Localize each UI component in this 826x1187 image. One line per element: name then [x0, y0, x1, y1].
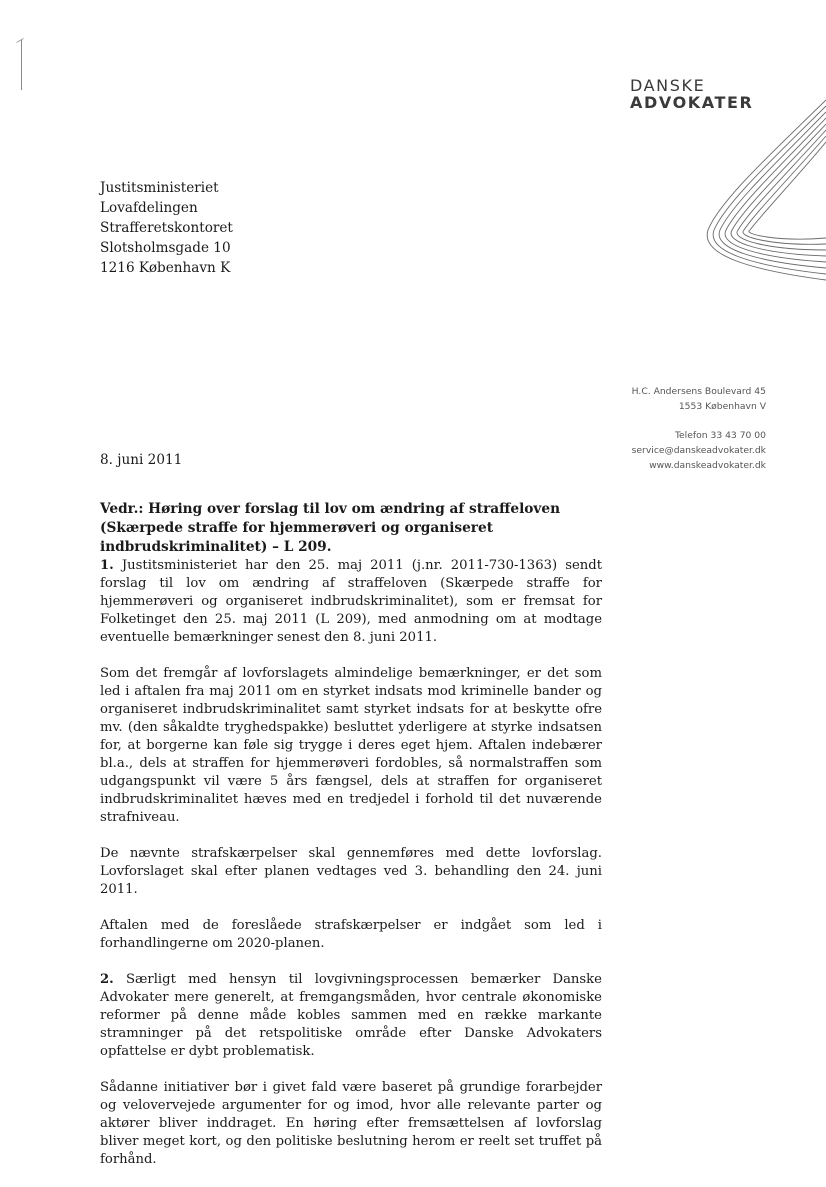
paragraph-text: Særligt med hensyn til lovgivningsprocessen bemærker Danske Advokater mere generelt, at fremgangsmåden, hvor centrale økonomiske reformer på denne måde kobles sammen med en række markante stramninger på det retspolitiske område efter Danske Advokaters opfattelse er dybt problematisk.	[100, 972, 602, 1059]
letter-date: 8. juni 2011	[100, 452, 183, 468]
scan-margin-line	[21, 40, 22, 90]
recipient-address	[100, 178, 233, 278]
logo-swoosh-graphic	[680, 80, 826, 300]
sender-contact-block	[632, 384, 766, 473]
logo-line-2: ADVOKATER	[630, 92, 754, 112]
paragraph-number: 1.	[100, 558, 114, 573]
recipient-line: Lovafdelingen	[100, 200, 198, 216]
paragraph-text: De nævnte strafskærpelser skal gennemføres med dette lovforslag. Lovforslaget skal efter planen vedtages ved 3. behandling den 24. juni 2011.	[100, 846, 602, 897]
logo-line-1: DANSKE	[630, 76, 706, 95]
recipient-line: Strafferetskontoret	[100, 220, 233, 236]
sender-phone: Telefon 33 43 70 00	[674, 430, 766, 441]
sender-website: www.danskeadvokater.dk	[649, 460, 766, 471]
paragraph-text: Aftalen med de foreslåede strafskærpelser er indgået som led i forhandlingerne om 2020-planen.	[100, 918, 602, 951]
body-paragraph	[100, 557, 602, 647]
scan-margin-mark	[16, 38, 23, 43]
paragraph-text: Som det fremgår af lovforslagets almindelige bemærkninger, er det som led i aftalen fra maj 2011 om en styrket indsats mod kriminelle bander og organiseret indbrudskriminalitet samt styrket indsats for at beskytte ofre mv. (den såkaldte tryghedspakke) besluttet yderligere at styrke indsatsen for, at borgerne kan føle sig trygge i deres eget hjem. Aftalen indebærer bl.a., dels at straffen for hjemmerøveri fordobles, så normalstraffen som udgangspunkt vil være 5 års fængsel, dels at straffen for organiseret indbrudskriminalitet hæves med en tredjedel i forhold til det nuværende strafniveau.	[100, 666, 602, 825]
letter-subject: Vedr.: Høring over forslag til lov om ændring af straffeloven (Skærpede straffe for hjemmerøveri og organiseret indbrudskriminalitet) – L 209.	[100, 501, 561, 555]
recipient-line: Justitsministeriet	[100, 180, 219, 196]
letter-body	[100, 557, 602, 1187]
sender-email: service@danskeadvokater.dk	[631, 445, 766, 456]
body-paragraph	[100, 1079, 602, 1169]
body-paragraph	[100, 917, 602, 953]
sender-address-line-2: 1553 København V	[678, 401, 766, 412]
body-paragraph	[100, 971, 602, 1061]
paragraph-text: Sådanne initiativer bør i givet fald være baseret på grundige forarbejder og velovervejede argumenter for og imod, hvor alle relevante parter og aktører bliver inddraget. En høring efter fremsættelsen af lovforslag bliver meget kort, og den politiske beslutning herom er reelt set truffet på forhånd.	[100, 1080, 602, 1167]
sender-address-line-1: H.C. Andersens Boulevard 45	[631, 386, 766, 397]
recipient-line: 1216 København K	[100, 260, 231, 276]
paragraph-text: Justitsministeriet har den 25. maj 2011 (j.nr. 2011-730-1363) sendt forslag til lov om ændring af straffeloven (Skærpede straffe for hjemmerøveri og organiseret indbrudskriminalitet), som er fremsat for Folketinget den 25. maj 2011 (L 209), med anmodning om at modtage eventuelle bemærkninger senest den 8. juni 2011.	[100, 558, 602, 645]
paragraph-number: 2.	[100, 972, 114, 987]
body-paragraph	[100, 845, 602, 899]
body-paragraph	[100, 665, 602, 827]
recipient-line: Slotsholmsgade 10	[100, 240, 231, 256]
